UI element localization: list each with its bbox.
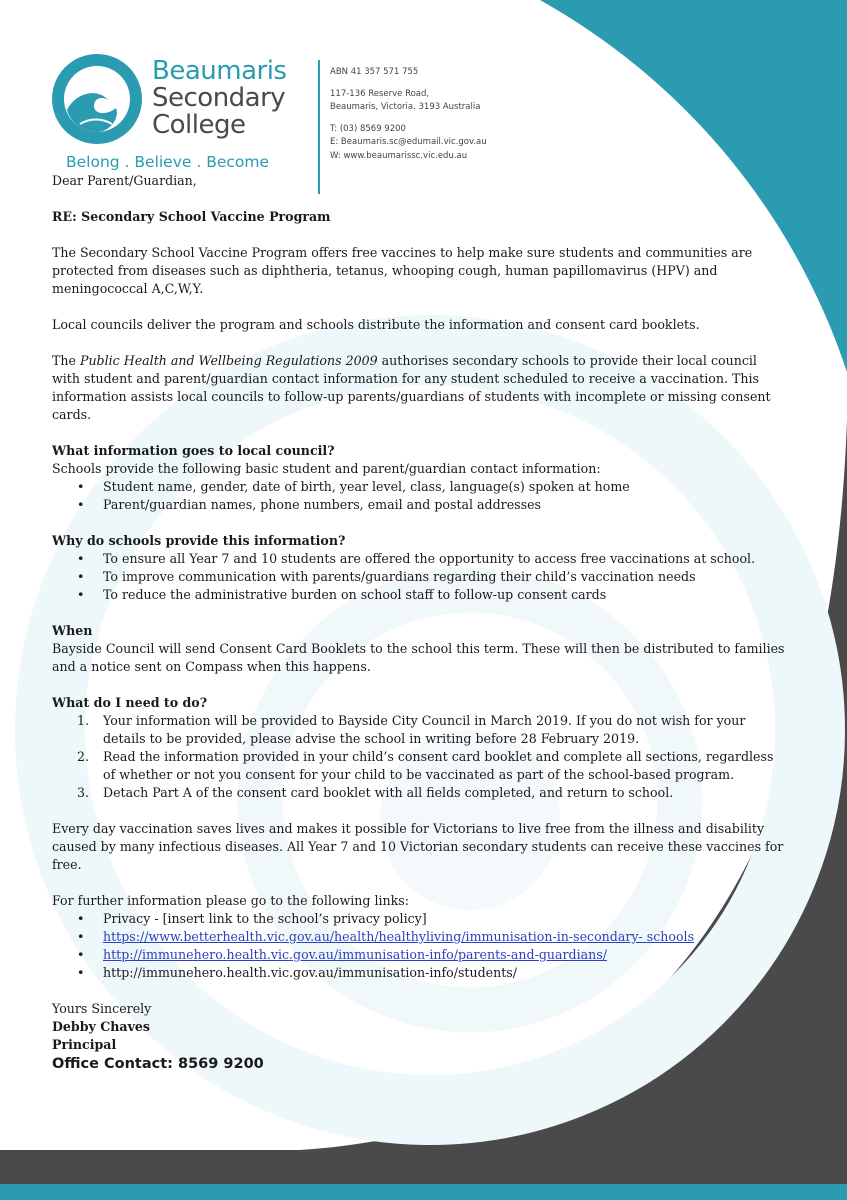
school-name-line: Secondary [152, 83, 286, 113]
list-item-text: Read the information provided in your child’s consent card booklet and complete all sections, regardless of whether or not you consent for your child to be vaccinated as part of the school-based program. [103, 749, 774, 782]
bullet-list [52, 478, 787, 514]
school-name [152, 58, 317, 139]
list-item-text: Your information will be provided to Bayside City Council in March 2019. If you do not wish for your details to be provided, please advise the school in writing before 28 February 2019. [103, 713, 746, 746]
list-item: • Privacy - [insert link to the school’s privacy policy] [52, 910, 787, 928]
list-item: • Parent/guardian names, phone numbers, email and postal addresses [52, 496, 787, 514]
section-heading: When [52, 623, 93, 638]
contact-details [330, 66, 487, 163]
website-text: W: www.beaumarissc.vic.edu.au [330, 150, 468, 161]
closing-paragraph: Every day vaccination saves lives and makes it possible for Victorians to live free from the illness and disability caused by many infectious diseases. All Year 7 and 10 Victorian secondary students can receive these vaccines for free. [52, 821, 784, 872]
list-item-text: Detach Part A of the consent card booklet with all fields completed, and return to school. [103, 785, 674, 800]
signer-title: Principal [52, 1037, 117, 1052]
parents-guardians-link[interactable]: http://immunehero.health.vic.gov.au/immunisation-info/parents-and-guardians/ [103, 947, 607, 962]
regulations-title: Public Health and Wellbeing Regulations 2009 [79, 353, 378, 368]
list-item: 3. Detach Part A of the consent card booklet with all fields completed, and return to school. [77, 785, 674, 800]
links-intro: For further information please go to the following links: [52, 893, 409, 908]
school-tagline: Belong . Believe . Become [66, 153, 270, 171]
list-item [52, 946, 787, 964]
regulations-text: The [52, 353, 80, 368]
councils-paragraph: Local councils deliver the program and schools distribute the information and consent card booklets. [52, 317, 700, 332]
signer-name: Debby Chaves [52, 1019, 151, 1034]
school-name-line: Beaumaris [152, 56, 287, 86]
list-item: • Student name, gender, date of birth, year level, class, language(s) spoken at home [52, 478, 787, 496]
address-line: Beaumaris, Victoria. 3193 Australia [330, 102, 481, 112]
letter-body [52, 172, 787, 1074]
bullet-list [52, 550, 787, 604]
list-item: 1. Your information will be provided to Bayside City Council in March 2019. If you do not wish for your details to be provided, please advise the school in writing before 28 February 2019. [77, 713, 746, 746]
abn-text: ABN 41 357 571 755 [330, 67, 419, 77]
list-item: • To reduce the administrative burden on school staff to follow-up consent cards [52, 586, 787, 604]
email-text: E: Beaumaris.sc@edumail.vic.gov.au [330, 137, 487, 147]
betterhealth-link[interactable]: https://www.betterhealth.vic.gov.au/health/healthyliving/immunisation-in-secondary- schools [103, 929, 695, 944]
list-item: • http://immunehero.health.vic.gov.au/immunisation-info/students/ [52, 964, 787, 982]
list-item: • To ensure all Year 7 and 10 students are offered the opportunity to access free vaccinations at school. [52, 550, 787, 568]
links-list [52, 910, 787, 982]
list-item [52, 928, 787, 946]
intro-paragraph: The Secondary School Vaccine Program offers free vaccines to help make sure students and communities are protected from diseases such as diphtheria, tetanus, whooping cough, human papillomavirus (HPV) and meningococcal A,C,W,Y. [52, 245, 753, 296]
signoff: Yours Sincerely [52, 1001, 152, 1016]
section-heading: What information goes to local council? [52, 443, 335, 458]
office-contact: Office Contact: 8569 9200 [52, 1056, 264, 1072]
subject-line: RE: Secondary School Vaccine Program [52, 209, 331, 224]
section-heading: What do I need to do? [52, 695, 208, 710]
numbered-list [52, 712, 787, 802]
section-heading: Why do schools provide this information? [52, 533, 346, 548]
salutation: Dear Parent/Guardian, [52, 173, 197, 188]
section-text: Schools provide the following basic student and parent/guardian contact information: [52, 461, 601, 476]
address-line: 117-136 Reserve Road, [330, 88, 430, 99]
school-logo-wave-icon [50, 52, 144, 146]
section-text: Bayside Council will send Consent Card Booklets to the school this term. These will then be distributed to families and a notice sent on Compass when this happens. [52, 641, 785, 674]
list-item: • To improve communication with parents/guardians regarding their child’s vaccination needs [52, 568, 787, 586]
school-name-line: College [152, 110, 246, 140]
phone-text: T: (03) 8569 9200 [330, 123, 406, 134]
regulations-paragraph [52, 352, 787, 424]
list-item: 2. Read the information provided in your child’s consent card booklet and complete all sections, regardless of whether or not you consent for your child to be vaccinated as part of the school-based program. [77, 749, 774, 782]
regulations-text: authorises secondary schools to provide their local council with student and parent/guardian contact information for any student scheduled to receive a vaccination. This information assists local councils to follow-up parents/guardians of students with incomplete or missing consent cards. [52, 353, 771, 422]
